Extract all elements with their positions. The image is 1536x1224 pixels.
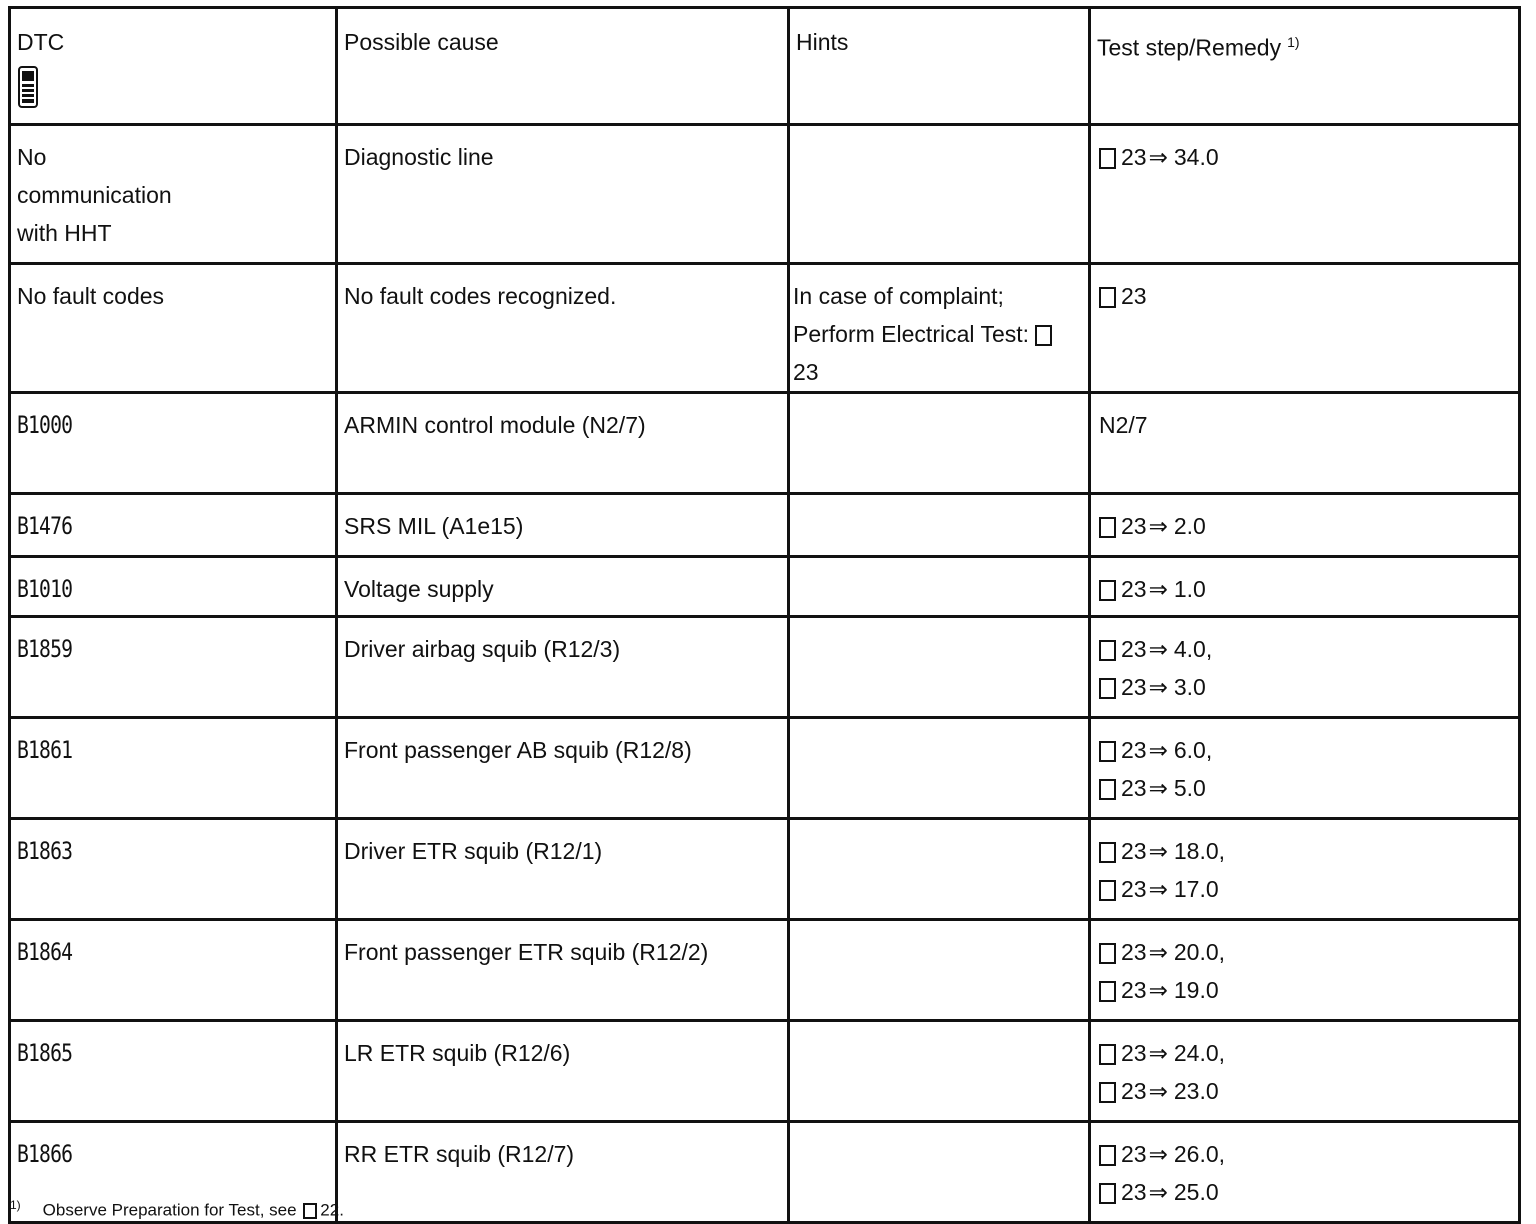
page-reference-box-icon xyxy=(1099,1044,1116,1065)
table-row xyxy=(10,393,1520,494)
dtc-code: B1861 xyxy=(17,736,73,764)
page-reference-box-icon xyxy=(1099,287,1116,308)
table-row xyxy=(10,125,1520,264)
test-step-cell xyxy=(1090,617,1520,718)
double-arrow-icon: ⇒ xyxy=(1148,513,1168,539)
dtc-code: B1866 xyxy=(17,1140,73,1168)
double-arrow-icon: ⇒ xyxy=(1148,977,1168,1003)
test-step-number: 17.0 xyxy=(1173,876,1219,902)
dtc-cell xyxy=(10,557,337,617)
hints-cell xyxy=(789,557,1090,617)
page-ref: 23 xyxy=(1121,1141,1147,1167)
page-ref: 23 xyxy=(1121,144,1147,170)
remedy-step xyxy=(1099,1173,1512,1211)
header-remedy-label: Test step/Remedy xyxy=(1097,34,1282,61)
test-step-number: 25.0 xyxy=(1173,1179,1219,1205)
double-arrow-icon: ⇒ xyxy=(1148,1141,1168,1167)
double-arrow-icon: ⇒ xyxy=(1148,576,1168,602)
page-reference-box-icon xyxy=(1099,741,1116,762)
dtc-code: communication xyxy=(17,182,172,208)
double-arrow-icon: ⇒ xyxy=(1148,1078,1168,1104)
double-arrow-icon: ⇒ xyxy=(1148,144,1168,170)
remedy-step xyxy=(1099,933,1512,971)
remedy-step xyxy=(1099,668,1512,706)
test-step-cell xyxy=(1090,264,1520,393)
remedy-step xyxy=(1099,1034,1512,1072)
test-step-number: 2.0 xyxy=(1173,513,1206,539)
remedy-step xyxy=(1099,630,1512,668)
footnote-text: Observe Preparation for Test, see xyxy=(42,1200,297,1220)
page-reference-box-icon xyxy=(303,1203,317,1219)
test-step-number: 20.0, xyxy=(1173,939,1226,965)
double-arrow-icon: ⇒ xyxy=(1148,876,1168,902)
test-step-number: 5.0 xyxy=(1173,775,1206,801)
test-step-cell xyxy=(1090,1021,1520,1122)
test-step-number: 24.0, xyxy=(1173,1040,1226,1066)
dtc-cell xyxy=(10,393,337,494)
page-reference-box-icon xyxy=(1099,943,1116,964)
page-reference-box-icon xyxy=(1099,148,1116,169)
test-step-number: 19.0 xyxy=(1173,977,1219,1003)
dtc-code: B1864 xyxy=(17,938,73,966)
hint-line: Perform Electrical Test: xyxy=(793,321,1030,347)
dtc-cell xyxy=(10,494,337,557)
hint-text xyxy=(793,315,1082,391)
footnote xyxy=(10,1194,344,1222)
possible-cause-cell: Front passenger ETR squib (R12/2) xyxy=(337,920,789,1021)
page-reference-box-icon xyxy=(1099,640,1116,661)
table-row xyxy=(10,718,1520,819)
remedy-step xyxy=(1099,570,1512,608)
possible-cause-cell: LR ETR squib (R12/6) xyxy=(337,1021,789,1122)
possible-cause-cell: Voltage supply xyxy=(337,557,789,617)
remedy-step xyxy=(1099,769,1512,807)
hints-cell xyxy=(789,125,1090,264)
table-row xyxy=(10,1021,1520,1122)
page-ref: 23 xyxy=(1121,636,1147,662)
double-arrow-icon: ⇒ xyxy=(1148,1179,1168,1205)
page-ref: 23 xyxy=(1121,513,1147,539)
page-reference-box-icon xyxy=(1099,779,1116,800)
dtc-code: B1010 xyxy=(17,575,73,603)
double-arrow-icon: ⇒ xyxy=(1148,838,1168,864)
dtc-code: B1863 xyxy=(17,837,73,865)
possible-cause-cell: Driver ETR squib (R12/1) xyxy=(337,819,789,920)
dtc-code: with HHT xyxy=(17,220,112,246)
remedy-step xyxy=(1099,277,1512,315)
double-arrow-icon: ⇒ xyxy=(1148,775,1168,801)
dtc-code: B1859 xyxy=(17,635,73,663)
possible-cause-cell: RR ETR squib (R12/7) xyxy=(337,1122,789,1223)
possible-cause-cell: Diagnostic line xyxy=(337,125,789,264)
possible-cause-cell: Front passenger AB squib (R12/8) xyxy=(337,718,789,819)
page-ref: 23 xyxy=(1121,876,1147,902)
test-step-number: 6.0, xyxy=(1173,737,1213,763)
dtc-cell xyxy=(10,819,337,920)
header-remedy xyxy=(1090,8,1520,125)
hint-page-ref: 23 xyxy=(793,359,819,385)
header-cause: Possible cause xyxy=(337,8,789,125)
hints-cell xyxy=(789,494,1090,557)
hint-line: In case of complaint; xyxy=(793,283,1004,309)
page-ref: 23 xyxy=(1121,283,1147,309)
remedy-text: N2/7 xyxy=(1099,412,1148,438)
dtc-cell xyxy=(10,1021,337,1122)
remedy-step xyxy=(1099,1072,1512,1110)
test-step-number: 1.0 xyxy=(1173,576,1206,602)
page-reference-box-icon xyxy=(1035,325,1052,346)
test-step-number: 18.0, xyxy=(1173,838,1226,864)
possible-cause-cell: SRS MIL (A1e15) xyxy=(337,494,789,557)
double-arrow-icon: ⇒ xyxy=(1148,939,1168,965)
table-row xyxy=(10,264,1520,393)
page-reference-box-icon xyxy=(1099,1145,1116,1166)
remedy-step xyxy=(1099,138,1512,176)
test-step-cell xyxy=(1090,920,1520,1021)
dtc-code: B1000 xyxy=(17,411,73,439)
page-ref: 23 xyxy=(1121,674,1147,700)
double-arrow-icon: ⇒ xyxy=(1148,674,1168,700)
double-arrow-icon: ⇒ xyxy=(1148,737,1168,763)
header-dtc xyxy=(10,8,337,125)
dtc-cell xyxy=(10,264,337,393)
test-step-number: 3.0 xyxy=(1173,674,1206,700)
remedy-step xyxy=(1099,1135,1512,1173)
page-reference-box-icon xyxy=(1099,1082,1116,1103)
dtc-code: B1476 xyxy=(17,512,73,540)
page-ref: 23 xyxy=(1121,939,1147,965)
dtc-code: No fault codes xyxy=(17,283,165,309)
header-dtc-label: DTC xyxy=(17,29,65,55)
hints-cell xyxy=(789,1021,1090,1122)
possible-cause-cell: Driver airbag squib (R12/3) xyxy=(337,617,789,718)
dtc-cell xyxy=(10,920,337,1021)
header-hints: Hints xyxy=(789,8,1090,125)
remedy-step xyxy=(1099,870,1512,908)
page-reference-box-icon xyxy=(1099,517,1116,538)
hints-cell xyxy=(789,819,1090,920)
test-step-cell xyxy=(1090,557,1520,617)
page-ref: 23 xyxy=(1121,838,1147,864)
hints-cell xyxy=(789,264,1090,393)
table-header-row xyxy=(10,8,1520,125)
page-ref: 23 xyxy=(1121,1179,1147,1205)
possible-cause-cell: No fault codes recognized. xyxy=(337,264,789,393)
footnote-ref: 1) xyxy=(1287,34,1300,50)
table-row xyxy=(10,617,1520,718)
test-step-cell xyxy=(1090,393,1520,494)
dtc-table xyxy=(8,6,1521,1224)
dtc-code: B1865 xyxy=(17,1039,73,1067)
footnote-page-ref: 22. xyxy=(320,1200,344,1220)
page-ref: 23 xyxy=(1121,775,1147,801)
page-reference-box-icon xyxy=(1099,842,1116,863)
hints-cell xyxy=(789,718,1090,819)
remedy-step xyxy=(1099,832,1512,870)
hints-cell xyxy=(789,1122,1090,1223)
test-step-cell xyxy=(1090,718,1520,819)
page-reference-box-icon xyxy=(1099,678,1116,699)
page-ref: 23 xyxy=(1121,576,1147,602)
test-step-cell xyxy=(1090,1122,1520,1223)
hints-cell xyxy=(789,617,1090,718)
page-ref: 23 xyxy=(1121,737,1147,763)
page-ref: 23 xyxy=(1121,1040,1147,1066)
test-step-number: 34.0 xyxy=(1173,144,1219,170)
possible-cause-cell: ARMIN control module (N2/7) xyxy=(337,393,789,494)
page-ref: 23 xyxy=(1121,1078,1147,1104)
test-step-cell xyxy=(1090,494,1520,557)
test-step-number: 26.0, xyxy=(1173,1141,1226,1167)
dtc-code: No xyxy=(17,144,47,170)
test-step-cell xyxy=(1090,125,1520,264)
dtc-cell xyxy=(10,718,337,819)
hints-cell xyxy=(789,920,1090,1021)
test-step-number: 4.0, xyxy=(1173,636,1213,662)
dtc-cell xyxy=(10,617,337,718)
page-reference-box-icon xyxy=(1099,880,1116,901)
dtc-cell xyxy=(10,125,337,264)
table-row xyxy=(10,557,1520,617)
handheld-tester-icon xyxy=(17,65,39,109)
hints-cell xyxy=(789,393,1090,494)
double-arrow-icon: ⇒ xyxy=(1148,636,1168,662)
footnote-mark: 1) xyxy=(10,1198,21,1212)
remedy-step xyxy=(1099,971,1512,1009)
table-row xyxy=(10,920,1520,1021)
test-step-cell xyxy=(1090,819,1520,920)
remedy-step xyxy=(1099,507,1512,545)
test-step-number: 23.0 xyxy=(1173,1078,1219,1104)
page-ref: 23 xyxy=(1121,977,1147,1003)
page-reference-box-icon xyxy=(1099,580,1116,601)
double-arrow-icon: ⇒ xyxy=(1148,1040,1168,1066)
remedy-step xyxy=(1099,731,1512,769)
table-row xyxy=(10,494,1520,557)
table-row xyxy=(10,819,1520,920)
page-reference-box-icon xyxy=(1099,981,1116,1002)
hint-text xyxy=(793,277,1082,315)
page-reference-box-icon xyxy=(1099,1183,1116,1204)
